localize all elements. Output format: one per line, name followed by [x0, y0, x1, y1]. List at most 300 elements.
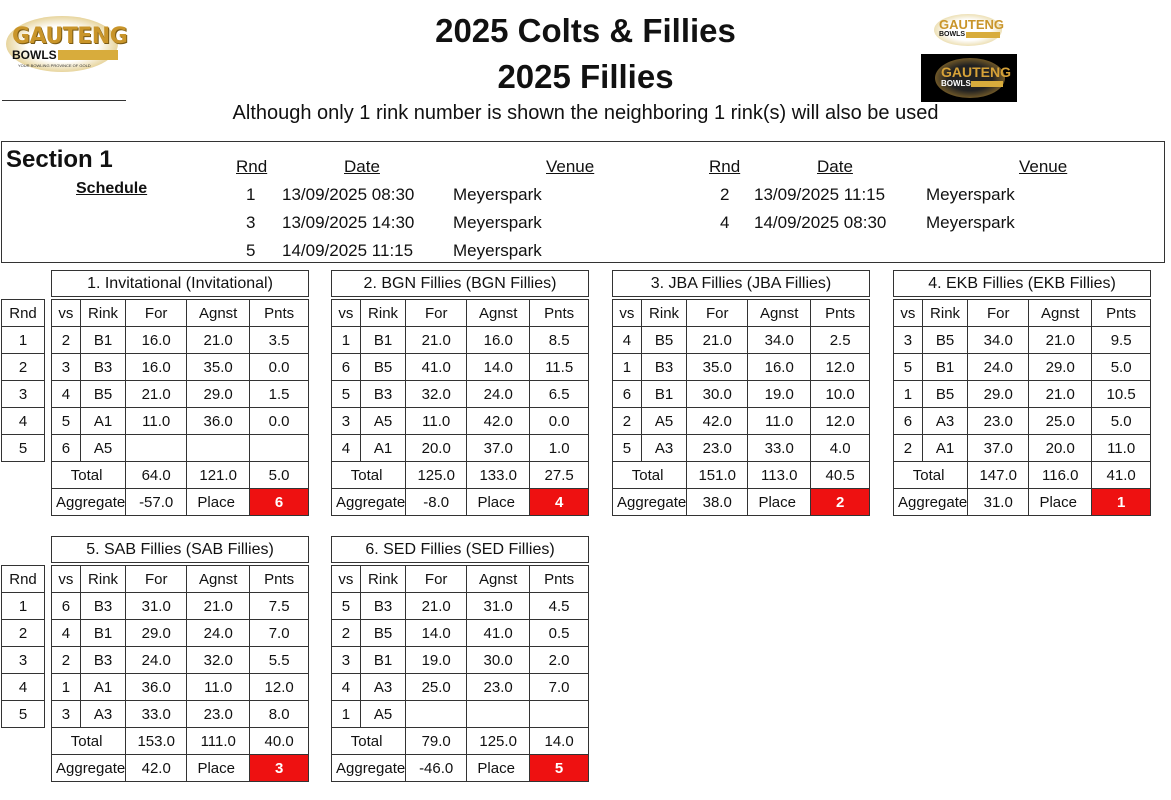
cell-vs: 2	[894, 435, 923, 462]
cell-agnst: 29.0	[1029, 354, 1092, 381]
cell-rink: A3	[360, 674, 405, 701]
cell-for	[126, 435, 187, 462]
table-row	[894, 327, 1151, 354]
total-pnts: 40.5	[811, 462, 870, 489]
cell-pnts: 7.5	[250, 593, 309, 620]
column-header-agnst: Agnst	[1029, 300, 1092, 327]
cell-rink: A5	[80, 435, 125, 462]
schedule-round-venue: Meyerspark	[453, 185, 542, 204]
aggregate-value: 38.0	[687, 489, 748, 516]
table-row	[894, 381, 1151, 408]
aggregate-label: Aggregate	[332, 489, 406, 516]
rnd-cell: 3	[2, 647, 45, 674]
cell-rink: B1	[922, 354, 967, 381]
cell-vs: 4	[52, 381, 81, 408]
cell-rink: A1	[80, 408, 125, 435]
cell-vs: 1	[894, 381, 923, 408]
team-table	[331, 565, 589, 782]
header-divider	[2, 100, 126, 101]
table-row	[52, 674, 309, 701]
place-badge: 2	[811, 489, 870, 516]
cell-agnst: 11.0	[187, 674, 250, 701]
cell-for: 34.0	[968, 327, 1029, 354]
cell-agnst: 42.0	[467, 408, 530, 435]
cell-pnts: 5.0	[1092, 354, 1151, 381]
gauteng-bowls-logo-small	[934, 14, 1004, 46]
cell-rink: B5	[922, 327, 967, 354]
aggregate-value: 42.0	[126, 755, 187, 782]
cell-vs: 4	[332, 435, 361, 462]
aggregate-label: Aggregate	[894, 489, 968, 516]
cell-agnst: 14.0	[467, 354, 530, 381]
cell-rink: B1	[641, 381, 686, 408]
total-label: Total	[52, 462, 126, 489]
cell-pnts: 4.0	[811, 435, 870, 462]
rnd-cell: 2	[2, 620, 45, 647]
cell-pnts	[530, 701, 589, 728]
cell-pnts: 12.0	[811, 354, 870, 381]
cell-agnst: 16.0	[467, 327, 530, 354]
column-header-rink: Rink	[80, 300, 125, 327]
cell-pnts: 8.5	[530, 327, 589, 354]
cell-vs: 3	[332, 647, 361, 674]
table-row	[332, 701, 589, 728]
cell-agnst: 21.0	[1029, 381, 1092, 408]
cell-vs: 3	[52, 701, 81, 728]
cell-vs: 5	[52, 408, 81, 435]
cell-vs: 2	[52, 327, 81, 354]
logo-word-bowls: BOWLS	[939, 31, 966, 38]
cell-agnst: 32.0	[187, 647, 250, 674]
column-header-for: For	[968, 300, 1029, 327]
column-header-agnst: Agnst	[187, 300, 250, 327]
team-table	[51, 299, 309, 516]
cell-pnts: 5.0	[1092, 408, 1151, 435]
cell-pnts: 1.0	[530, 435, 589, 462]
total-agnst: 111.0	[187, 728, 250, 755]
cell-vs: 3	[52, 354, 81, 381]
cell-pnts: 11.0	[1092, 435, 1151, 462]
place-label: Place	[748, 489, 811, 516]
table-row	[894, 408, 1151, 435]
table-row	[332, 408, 589, 435]
table-row	[52, 381, 309, 408]
column-header-rink: Rink	[922, 300, 967, 327]
gauteng-bowls-logo	[6, 8, 128, 72]
cell-agnst: 25.0	[1029, 408, 1092, 435]
cell-for: 11.0	[126, 408, 187, 435]
total-for: 79.0	[406, 728, 467, 755]
cell-vs: 4	[613, 327, 642, 354]
cell-pnts: 12.0	[811, 408, 870, 435]
table-row	[332, 674, 589, 701]
cell-rink: B3	[80, 354, 125, 381]
team-table	[612, 299, 870, 516]
column-header-pnts: Pnts	[811, 300, 870, 327]
total-pnts: 27.5	[530, 462, 589, 489]
rnd-header: Rnd	[2, 300, 45, 327]
cell-rink: B3	[641, 354, 686, 381]
cell-rink: B1	[360, 327, 405, 354]
schedule-round-number: 4	[720, 213, 730, 232]
schedule-header-venue: Venue	[546, 157, 595, 176]
table-row	[52, 327, 309, 354]
logo-word-gauteng: GAUTENG	[12, 24, 128, 49]
cell-rink: B5	[922, 381, 967, 408]
cell-vs: 6	[332, 354, 361, 381]
cell-rink: B5	[641, 327, 686, 354]
cell-pnts: 5.5	[250, 647, 309, 674]
schedule-round-date: 14/09/2025 08:30	[754, 213, 887, 232]
cell-agnst: 35.0	[187, 354, 250, 381]
cell-pnts: 11.5	[530, 354, 589, 381]
cell-vs: 1	[613, 354, 642, 381]
schedule-header-rnd: Rnd	[236, 157, 268, 176]
table-row	[52, 701, 309, 728]
place-label: Place	[1029, 489, 1092, 516]
cell-agnst: 31.0	[467, 593, 530, 620]
column-header-pnts: Pnts	[250, 300, 309, 327]
cell-vs: 2	[52, 647, 81, 674]
cell-pnts: 9.5	[1092, 327, 1151, 354]
schedule-round-venue: Meyerspark	[453, 241, 542, 260]
total-pnts: 41.0	[1092, 462, 1151, 489]
schedule-round-date: 13/09/2025 11:15	[754, 185, 886, 204]
cell-rink: B1	[80, 327, 125, 354]
cell-pnts: 7.0	[530, 674, 589, 701]
total-agnst: 121.0	[187, 462, 250, 489]
column-header-rink: Rink	[360, 300, 405, 327]
team-table	[331, 299, 589, 516]
column-header-vs: vs	[613, 300, 642, 327]
cell-for: 11.0	[406, 408, 467, 435]
team-title: 4. EKB Fillies (EKB Fillies)	[893, 270, 1151, 297]
table-row	[332, 327, 589, 354]
table-row	[332, 620, 589, 647]
cell-for: 33.0	[126, 701, 187, 728]
column-header-for: For	[687, 300, 748, 327]
cell-pnts: 3.5	[250, 327, 309, 354]
cell-agnst: 30.0	[467, 647, 530, 674]
cell-pnts: 0.0	[250, 354, 309, 381]
column-header-for: For	[126, 566, 187, 593]
cell-pnts: 12.0	[250, 674, 309, 701]
table-row	[332, 647, 589, 674]
cell-agnst: 29.0	[187, 381, 250, 408]
cell-agnst: 20.0	[1029, 435, 1092, 462]
cell-agnst: 34.0	[748, 327, 811, 354]
column-header-vs: vs	[894, 300, 923, 327]
cell-pnts: 4.5	[530, 593, 589, 620]
cell-agnst: 23.0	[467, 674, 530, 701]
table-row	[613, 327, 870, 354]
cell-vs: 6	[52, 593, 81, 620]
table-row	[613, 354, 870, 381]
cell-agnst: 21.0	[1029, 327, 1092, 354]
rnd-cell: 3	[2, 381, 45, 408]
cell-rink: B3	[360, 381, 405, 408]
cell-rink: B1	[80, 620, 125, 647]
cell-vs: 3	[332, 408, 361, 435]
cell-vs: 2	[332, 620, 361, 647]
cell-pnts: 0.5	[530, 620, 589, 647]
aggregate-label: Aggregate	[332, 755, 406, 782]
cell-vs: 1	[332, 701, 361, 728]
cell-for: 21.0	[126, 381, 187, 408]
schedule-round-venue: Meyerspark	[926, 213, 1015, 232]
page-title: 2025 Colts & Fillies	[435, 12, 736, 49]
cell-vs: 6	[613, 381, 642, 408]
cell-pnts: 1.5	[250, 381, 309, 408]
total-agnst: 125.0	[467, 728, 530, 755]
cell-for: 21.0	[687, 327, 748, 354]
cell-for: 25.0	[406, 674, 467, 701]
logo-word-bowls: BOWLS	[941, 79, 971, 88]
cell-vs: 5	[894, 354, 923, 381]
total-for: 64.0	[126, 462, 187, 489]
cell-agnst: 21.0	[187, 593, 250, 620]
cell-for: 42.0	[687, 408, 748, 435]
place-label: Place	[187, 489, 250, 516]
cell-rink: A3	[922, 408, 967, 435]
cell-pnts: 10.5	[1092, 381, 1151, 408]
team-title: 2. BGN Fillies (BGN Fillies)	[331, 270, 589, 297]
aggregate-label: Aggregate	[52, 755, 126, 782]
table-row	[52, 593, 309, 620]
cell-vs: 3	[894, 327, 923, 354]
schedule-round-number: 1	[246, 185, 256, 204]
cell-for: 36.0	[126, 674, 187, 701]
aggregate-value: -57.0	[126, 489, 187, 516]
gauteng-bowls-logo-dark	[921, 54, 1017, 102]
schedule-header-date: Date	[344, 157, 380, 176]
cell-rink: B3	[360, 593, 405, 620]
cell-agnst: 16.0	[748, 354, 811, 381]
table-row	[894, 435, 1151, 462]
cell-vs: 1	[52, 674, 81, 701]
cell-vs: 4	[332, 674, 361, 701]
cell-rink: A3	[641, 435, 686, 462]
place-badge: 5	[530, 755, 589, 782]
cell-agnst: 33.0	[748, 435, 811, 462]
cell-pnts: 7.0	[250, 620, 309, 647]
aggregate-value: -46.0	[406, 755, 467, 782]
column-header-vs: vs	[52, 300, 81, 327]
cell-pnts: 10.0	[811, 381, 870, 408]
cell-vs: 5	[613, 435, 642, 462]
cell-agnst: 41.0	[467, 620, 530, 647]
cell-agnst: 21.0	[187, 327, 250, 354]
place-badge: 1	[1092, 489, 1151, 516]
column-header-vs: vs	[332, 566, 361, 593]
cell-pnts: 2.5	[811, 327, 870, 354]
column-header-agnst: Agnst	[467, 566, 530, 593]
column-header-rink: Rink	[641, 300, 686, 327]
place-label: Place	[467, 489, 530, 516]
column-header-pnts: Pnts	[530, 566, 589, 593]
rnd-cell: 1	[2, 593, 45, 620]
cell-rink: A5	[360, 701, 405, 728]
column-header-pnts: Pnts	[250, 566, 309, 593]
place-label: Place	[467, 755, 530, 782]
schedule-round-number: 2	[720, 185, 730, 204]
table-row	[894, 354, 1151, 381]
schedule-header-venue: Venue	[1019, 157, 1068, 176]
rink-note: Although only 1 rink number is shown the neighboring 1 rink(s) will also be used	[232, 102, 939, 124]
cell-for: 30.0	[687, 381, 748, 408]
cell-rink: B3	[80, 647, 125, 674]
team-table	[51, 565, 309, 782]
column-header-vs: vs	[52, 566, 81, 593]
rnd-cell: 5	[2, 701, 45, 728]
schedule-round-number: 5	[246, 241, 256, 260]
cell-pnts: 8.0	[250, 701, 309, 728]
cell-rink: A5	[641, 408, 686, 435]
cell-for: 16.0	[126, 354, 187, 381]
table-row	[613, 408, 870, 435]
cell-vs: 2	[613, 408, 642, 435]
cell-agnst: 24.0	[467, 381, 530, 408]
cell-for: 21.0	[406, 593, 467, 620]
cell-pnts: 0.0	[250, 408, 309, 435]
cell-rink: B5	[360, 354, 405, 381]
cell-vs: 6	[894, 408, 923, 435]
cell-for: 37.0	[968, 435, 1029, 462]
place-badge: 6	[250, 489, 309, 516]
cell-pnts: 0.0	[530, 408, 589, 435]
cell-for: 16.0	[126, 327, 187, 354]
cell-rink: B5	[360, 620, 405, 647]
rnd-cell: 4	[2, 674, 45, 701]
cell-for: 24.0	[126, 647, 187, 674]
cell-agnst: 19.0	[748, 381, 811, 408]
cell-agnst: 23.0	[187, 701, 250, 728]
total-label: Total	[894, 462, 968, 489]
cell-for: 23.0	[968, 408, 1029, 435]
total-label: Total	[52, 728, 126, 755]
total-pnts: 5.0	[250, 462, 309, 489]
cell-pnts: 2.0	[530, 647, 589, 674]
table-row	[332, 435, 589, 462]
cell-for: 29.0	[126, 620, 187, 647]
cell-pnts: 6.5	[530, 381, 589, 408]
cell-rink: B1	[360, 647, 405, 674]
cell-for: 23.0	[687, 435, 748, 462]
cell-for	[406, 701, 467, 728]
section-title: Section 1	[6, 146, 113, 173]
logo-word-bowls: BOWLS	[12, 48, 57, 62]
column-header-rink: Rink	[360, 566, 405, 593]
logo-word-gauteng: GAUTENG	[941, 64, 1011, 80]
team-table	[893, 299, 1151, 516]
aggregate-value: 31.0	[968, 489, 1029, 516]
total-label: Total	[332, 728, 406, 755]
cell-vs: 4	[52, 620, 81, 647]
column-header-rink: Rink	[80, 566, 125, 593]
total-label: Total	[613, 462, 687, 489]
total-label: Total	[332, 462, 406, 489]
cell-for: 31.0	[126, 593, 187, 620]
cell-for: 29.0	[968, 381, 1029, 408]
table-row	[332, 593, 589, 620]
cell-vs: 1	[332, 327, 361, 354]
rnd-cell: 2	[2, 354, 45, 381]
table-row	[52, 620, 309, 647]
total-for: 151.0	[687, 462, 748, 489]
total-pnts: 14.0	[530, 728, 589, 755]
logo-word-gauteng: GAUTENG	[939, 17, 1004, 32]
cell-rink: A5	[360, 408, 405, 435]
column-header-agnst: Agnst	[187, 566, 250, 593]
column-header-pnts: Pnts	[530, 300, 589, 327]
column-header-agnst: Agnst	[467, 300, 530, 327]
rnd-cell: 4	[2, 408, 45, 435]
cell-for: 20.0	[406, 435, 467, 462]
cell-rink: A1	[922, 435, 967, 462]
rnd-header: Rnd	[2, 566, 45, 593]
schedule-round-number: 3	[246, 213, 256, 232]
cell-for: 24.0	[968, 354, 1029, 381]
cell-for: 32.0	[406, 381, 467, 408]
total-for: 153.0	[126, 728, 187, 755]
cell-agnst	[467, 701, 530, 728]
rnd-cell: 5	[2, 435, 45, 462]
table-row	[52, 408, 309, 435]
table-row	[613, 381, 870, 408]
rnd-cell: 1	[2, 327, 45, 354]
column-header-for: For	[406, 300, 467, 327]
schedule-round-date: 13/09/2025 08:30	[282, 185, 415, 204]
team-title: 6. SED Fillies (SED Fillies)	[331, 536, 589, 563]
cell-rink: B5	[80, 381, 125, 408]
place-badge: 4	[530, 489, 589, 516]
team-title: 5. SAB Fillies (SAB Fillies)	[51, 536, 309, 563]
total-agnst: 116.0	[1029, 462, 1092, 489]
round-number-column	[1, 299, 45, 462]
schedule-round-venue: Meyerspark	[453, 213, 542, 232]
cell-for: 14.0	[406, 620, 467, 647]
column-header-vs: vs	[332, 300, 361, 327]
schedule-header-date: Date	[817, 157, 853, 176]
total-for: 125.0	[406, 462, 467, 489]
cell-rink: B3	[80, 593, 125, 620]
aggregate-label: Aggregate	[52, 489, 126, 516]
table-row	[332, 381, 589, 408]
schedule-header-rnd: Rnd	[709, 157, 741, 176]
cell-vs: 6	[52, 435, 81, 462]
cell-pnts	[250, 435, 309, 462]
column-header-for: For	[126, 300, 187, 327]
cell-rink: A1	[80, 674, 125, 701]
cell-for: 41.0	[406, 354, 467, 381]
schedule-round-date: 14/09/2025 11:15	[282, 241, 414, 260]
schedule-label: Schedule	[76, 180, 148, 197]
cell-for: 35.0	[687, 354, 748, 381]
place-badge: 3	[250, 755, 309, 782]
cell-agnst	[187, 435, 250, 462]
team-title: 1. Invitational (Invitational)	[51, 270, 309, 297]
logo-tagline: YOUR BOWLING PROVINCE OF GOLD	[18, 63, 91, 68]
team-title: 3. JBA Fillies (JBA Fillies)	[612, 270, 870, 297]
table-row	[52, 647, 309, 674]
cell-rink: A3	[80, 701, 125, 728]
cell-for: 21.0	[406, 327, 467, 354]
table-row	[52, 354, 309, 381]
cell-for: 19.0	[406, 647, 467, 674]
aggregate-label: Aggregate	[613, 489, 687, 516]
column-header-pnts: Pnts	[1092, 300, 1151, 327]
schedule-round-venue: Meyerspark	[926, 185, 1015, 204]
